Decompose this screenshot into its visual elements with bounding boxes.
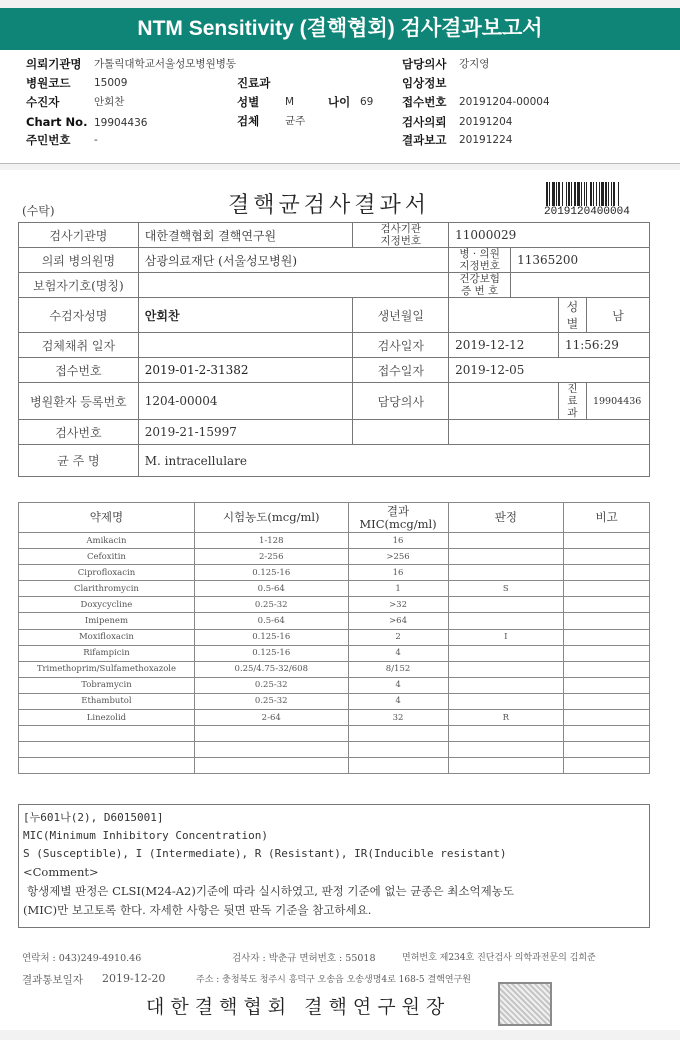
col-drug: 약제명 (19, 503, 195, 533)
drug-name: Imipenem (19, 613, 195, 629)
remark (564, 565, 650, 581)
barcode-bar (584, 182, 585, 206)
dob-label: 생년월일 (353, 298, 449, 333)
test-time-value: 11:56:29 (558, 333, 649, 358)
mic-value: 8/152 (348, 661, 448, 677)
remark (564, 661, 650, 677)
drug-name: Moxifloxacin (19, 629, 195, 645)
recv-date-value: 2019-12-05 (449, 358, 650, 383)
empty-cell (564, 742, 650, 758)
notes-mic: MIC(Minimum Inhibitory Concentration) (23, 829, 269, 842)
notes-legend: S (Susceptible), I (Intermediate), R (Resistant), IR(Inducible resistant) (23, 847, 507, 860)
drug-name: Amikacin (19, 533, 195, 549)
barcode-bar (558, 182, 560, 206)
report-label: 결과보고 (402, 133, 447, 147)
barcode-bar (590, 182, 592, 206)
barcode-bar (611, 182, 612, 206)
footer-report-date-label: 결과통보일자 (22, 974, 83, 986)
specimen-value: 균주 (285, 115, 306, 127)
ref-value: 삼광의료재단 (서울성모병원) (138, 248, 448, 273)
doc-sex-value: 남 (586, 298, 649, 333)
empty-cell (564, 726, 650, 742)
table-row (19, 597, 650, 613)
footer-examiner: 검사자 : 박춘규 면허번호 : 55018 (232, 953, 376, 964)
drug-name: Ethambutol (19, 693, 195, 709)
lab-code-value: 11000029 (449, 223, 650, 248)
footer-organization: 대한결핵협회 결핵연구원장 (146, 996, 451, 1018)
accession-label: 접수번호 (402, 95, 447, 109)
report-title: NTM Sensitivity (결핵협회) 검사결과보고서 (0, 8, 680, 50)
judgement (448, 597, 564, 613)
lab-code-label: 검사기관 지정번호 (353, 223, 449, 248)
empty-cell (194, 742, 348, 758)
organism-label: 균 주 명 (19, 445, 139, 477)
empty-row (19, 742, 650, 758)
test-date-label: 검사일자 (353, 333, 449, 358)
barcode-bar (566, 182, 567, 206)
doc-doctor-value (449, 383, 559, 420)
barcode-bar (549, 182, 550, 206)
barcode-bar (586, 182, 587, 206)
judgement (448, 677, 564, 693)
barcode-bar (613, 182, 615, 206)
col-judge: 판정 (448, 503, 564, 533)
rrn-value: - (94, 134, 98, 146)
chart-value: 19904436 (94, 117, 148, 129)
exam-no-value: 2019-21-15997 (138, 420, 353, 445)
drug-name: Clarithromycin (19, 581, 195, 597)
clinical-label: 임상정보 (402, 76, 447, 90)
request-label: 검사의뢰 (402, 115, 447, 129)
empty-cell (348, 742, 448, 758)
test-range: 0.25/4.75-32/608 (194, 661, 348, 677)
doc-dept-value: 19904436 (586, 383, 649, 420)
barcode-bar (596, 182, 597, 206)
notes-comment-2: (MIC)만 보고토록 한다. 자세한 사항은 뒷면 판독 기준을 참고하세요. (23, 903, 372, 917)
doctor-label: 담당의사 (402, 57, 447, 71)
mic-value: 16 (348, 533, 448, 549)
footer-address: 주소 : 충청북도 청주시 흥덕구 오송읍 오송생명4로 168-5 결핵연구원 (196, 975, 471, 985)
empty-row (19, 726, 650, 742)
table-row (19, 710, 650, 726)
table-row (19, 549, 650, 565)
exam-no-label: 검사번호 (19, 420, 139, 445)
drug-name: Doxycycline (19, 597, 195, 613)
accession-value: 20191204-00004 (459, 96, 550, 108)
remark (564, 629, 650, 645)
doctor-value: 강지영 (459, 58, 490, 70)
table-row (19, 661, 650, 677)
test-range: 0.25-32 (194, 693, 348, 709)
collect-label: 검체채취 일자 (19, 333, 139, 358)
barcode-bar (581, 182, 582, 206)
judgement: I (448, 629, 564, 645)
name-value: 안회찬 (138, 298, 353, 333)
table-row (19, 565, 650, 581)
remark (564, 597, 650, 613)
rrn-label: 주민번호 (26, 133, 71, 147)
judgement (448, 613, 564, 629)
judgement (448, 533, 564, 549)
barcode-bar (556, 182, 557, 206)
mic-value: >256 (348, 549, 448, 565)
dob-value (449, 298, 559, 333)
test-range: 1-128 (194, 533, 348, 549)
drug-name: Ciprofloxacin (19, 565, 195, 581)
barcode-bar (546, 182, 548, 206)
drug-name: Tobramycin (19, 677, 195, 693)
col-range: 시험농도(mcg/ml) (194, 503, 348, 533)
age-label: 나이 (328, 95, 351, 109)
insured-value (138, 273, 448, 298)
test-range: 0.5-64 (194, 581, 348, 597)
barcode-bar (608, 182, 609, 206)
footer-specialist: 면허번호 제234호 진단검사 의학과전문의 김희준 (402, 953, 596, 963)
chart-label: Chart No. (26, 115, 88, 129)
test-date-value: 2019-12-12 (449, 333, 559, 358)
lab-value: 대한결핵협회 결핵연구원 (138, 223, 353, 248)
drug-name: Linezolid (19, 710, 195, 726)
health-value (511, 273, 650, 298)
remark (564, 581, 650, 597)
reg-value: 1204-00004 (138, 383, 353, 420)
recv-no-value: 2019-01-2-31382 (138, 358, 353, 383)
recv-no-label: 접수번호 (19, 358, 139, 383)
drug-name: Rifampicin (19, 645, 195, 661)
judgement (448, 661, 564, 677)
doc-doctor-label: 담당의사 (353, 383, 449, 420)
barcode-bar (605, 182, 607, 206)
lab-label: 검사기관명 (19, 223, 139, 248)
barcode-bar (571, 182, 572, 206)
notes-comment-label: <Comment> (23, 865, 99, 879)
judgement (448, 549, 564, 565)
document-title: 결핵균검사결과서 (228, 193, 431, 218)
scanned-report (0, 170, 680, 1030)
hospital-code-label: 병원코드 (26, 76, 71, 90)
patient-table (18, 222, 650, 477)
mic-value: >32 (348, 597, 448, 613)
barcode-bar (574, 182, 576, 206)
footer-report-date: 2019-12-20 (102, 972, 166, 985)
empty-cell (19, 726, 195, 742)
notes-code: [누601나(2), D6015001] (23, 811, 164, 824)
mic-value: 4 (348, 693, 448, 709)
test-range: 2-64 (194, 710, 348, 726)
judgement: S (448, 581, 564, 597)
official-seal (498, 982, 552, 1026)
table-row (19, 645, 650, 661)
ref-code-value: 11365200 (511, 248, 650, 273)
remark (564, 693, 650, 709)
sex-label: 성별 (237, 95, 260, 109)
hospital-code-value: 15009 (94, 77, 128, 89)
test-range: 0.25-32 (194, 677, 348, 693)
request-value: 20191204 (459, 116, 513, 128)
table-row (19, 629, 650, 645)
mic-value: 4 (348, 645, 448, 661)
mic-value: 16 (348, 565, 448, 581)
mic-value: 4 (348, 677, 448, 693)
institution-label: 의뢰기관명 (26, 57, 82, 71)
barcode-bar (618, 182, 619, 206)
empty-cell (449, 420, 650, 445)
recv-date-label: 접수일자 (353, 358, 449, 383)
remark (564, 549, 650, 565)
institution-value: 가톨릭대학교서울성모병원병동 (94, 58, 237, 70)
table-row (19, 613, 650, 629)
barcode-number: 2019120400004 (544, 206, 630, 218)
notes-box (18, 804, 650, 928)
notes-comment-1: 항생제별 판정은 CLSI(M24-A2)기준에 따라 실시하였고, 판정 기준에 없는 균종은 최소억제농도 (27, 884, 514, 898)
judgement (448, 693, 564, 709)
patient-info-panel (0, 50, 680, 164)
barcode-bar (593, 182, 594, 206)
table-row (19, 533, 650, 549)
judgement (448, 645, 564, 661)
footer-contact: 연락처 : 043)249-4910.46 (22, 953, 142, 964)
test-range: 0.125-16 (194, 565, 348, 581)
remark (564, 533, 650, 549)
remark (564, 677, 650, 693)
test-range: 0.25-32 (194, 597, 348, 613)
empty-cell (353, 420, 449, 445)
table-row (19, 693, 650, 709)
empty-row (19, 758, 650, 774)
empty-cell (19, 742, 195, 758)
remark (564, 645, 650, 661)
sex-value: M (285, 96, 295, 108)
name-label: 수검자성명 (19, 298, 139, 333)
patient-value: 안회찬 (94, 96, 125, 108)
barcode-bar (562, 182, 563, 206)
empty-cell (448, 726, 564, 742)
susceptibility-table (18, 502, 650, 774)
col-note: 비고 (564, 503, 650, 533)
remark (564, 613, 650, 629)
drug-name: Trimethoprim/Sulfamethoxazole (19, 661, 195, 677)
mic-value: 1 (348, 581, 448, 597)
test-range: 0.5-64 (194, 613, 348, 629)
barcode-bar (601, 182, 604, 206)
test-range: 0.125-16 (194, 645, 348, 661)
mic-value: >64 (348, 613, 448, 629)
doc-sex-label: 성별 (558, 298, 586, 333)
empty-cell (448, 758, 564, 774)
reg-label: 병원환자 등록번호 (19, 383, 139, 420)
remark (564, 710, 650, 726)
barcode-bar (552, 182, 555, 206)
mic-value: 32 (348, 710, 448, 726)
collect-value (138, 333, 353, 358)
mic-value: 2 (348, 629, 448, 645)
dept-label: 진료과 (237, 76, 271, 90)
empty-cell (19, 758, 195, 774)
report-value: 20191224 (459, 134, 513, 146)
barcode-bar (599, 182, 600, 206)
table-row (19, 677, 650, 693)
table-row (19, 581, 650, 597)
barcode-bar (568, 182, 570, 206)
test-range: 2-256 (194, 549, 348, 565)
test-range: 0.125-16 (194, 629, 348, 645)
ref-code-label: 병 · 의원 지정번호 (449, 248, 511, 273)
doc-dept-label: 진료과 (558, 383, 586, 420)
ref-label: 의뢰 병의원명 (19, 248, 139, 273)
health-label: 건강보험 증 번 호 (449, 273, 511, 298)
empty-cell (194, 758, 348, 774)
col-mic: 결과 MIC(mcg/ml) (348, 503, 448, 533)
judgement (448, 565, 564, 581)
barcode (546, 182, 642, 206)
organism-value: M. intracellulare (138, 445, 649, 477)
barcode-bar (577, 182, 580, 206)
empty-cell (348, 758, 448, 774)
empty-cell (564, 758, 650, 774)
consignment-mark: (수탁) (22, 204, 55, 218)
age-value: 69 (360, 96, 374, 108)
insured-label: 보험자기호(명칭) (19, 273, 139, 298)
specimen-label: 검체 (237, 114, 260, 128)
empty-cell (348, 726, 448, 742)
drug-name: Cefoxitin (19, 549, 195, 565)
empty-cell (448, 742, 564, 758)
empty-cell (194, 726, 348, 742)
patient-label: 수진자 (26, 95, 60, 109)
judgement: R (448, 710, 564, 726)
